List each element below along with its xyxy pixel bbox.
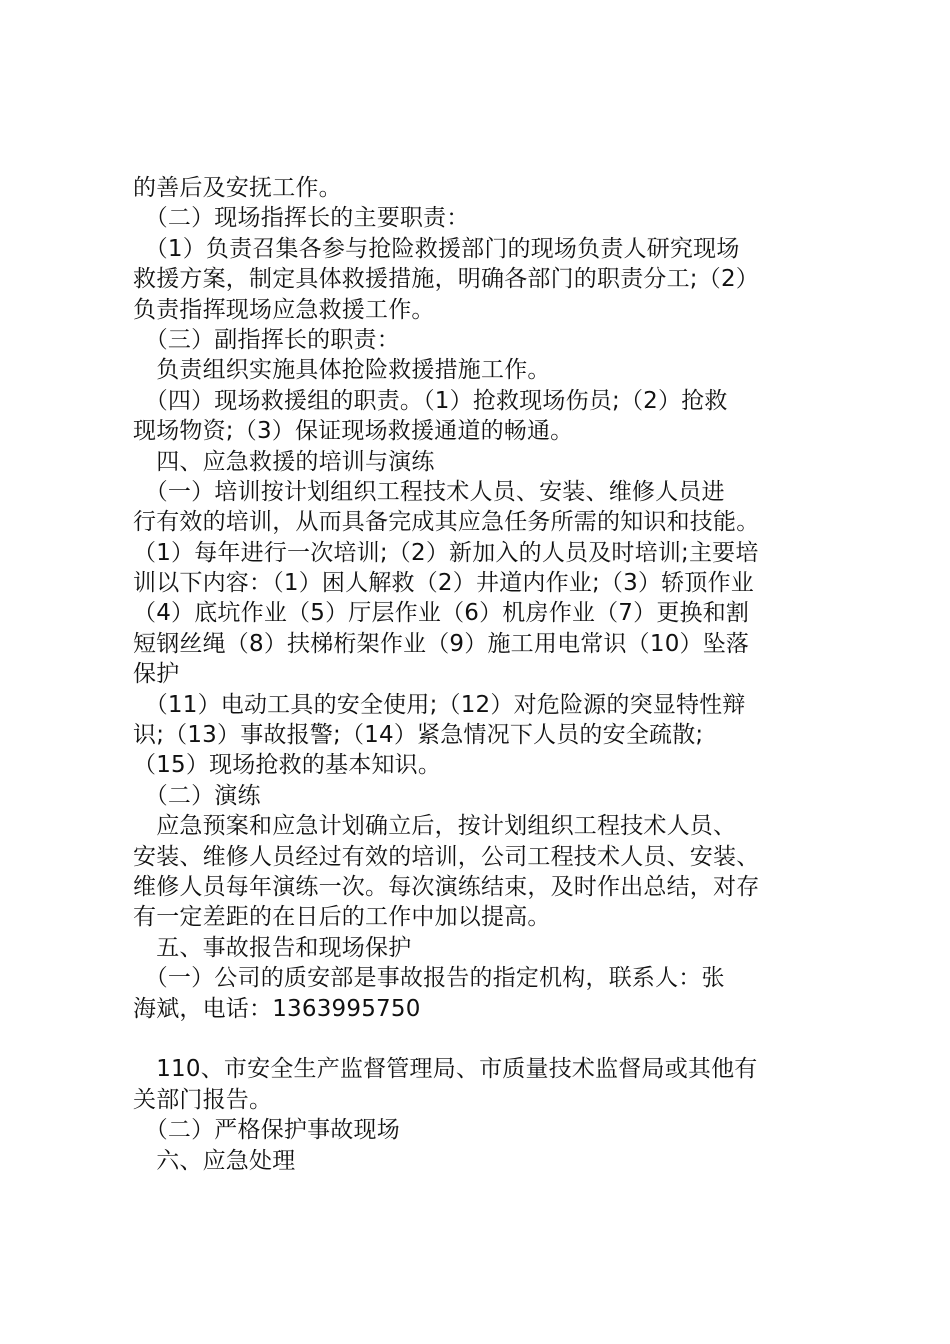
text-line: 行有效的培训，从而具备完成其应急任务所需的知识和技能。 <box>133 509 760 536</box>
section-heading: （二）演练 <box>133 782 261 809</box>
text-line: 有一定差距的在日后的工作中加以提高。 <box>133 904 551 931</box>
text-line: 救援方案，制定具体救援措施，明确各部门的职责分工;（2） <box>133 266 759 293</box>
section-heading: （二）严格保护事故现场 <box>133 1117 400 1144</box>
section-heading: 六、应急处理 <box>133 1147 296 1174</box>
text-line: 应急预案和应急计划确立后，按计划组织工程技术人员、 <box>133 813 737 840</box>
text-line: 识;（13）事故报警;（14）紧急情况下人员的安全疏散; <box>133 722 704 749</box>
text-line: 训以下内容：（1）困人解救（2）井道内作业;（3）轿顶作业 <box>133 570 754 597</box>
text-line: （15）现场抢救的基本知识。 <box>133 752 442 779</box>
text-line: 的善后及安抚工作。 <box>133 175 342 201</box>
text-line: 保护 <box>133 661 180 688</box>
section-heading: 五、事故报告和现场保护 <box>133 934 412 961</box>
text-line: （一）培训按计划组织工程技术人员、安装、维修人员进 <box>133 478 725 505</box>
text-line: 110、市安全生产监督管理局、市质量技术监督局或其他有 <box>133 1056 758 1083</box>
text-line: 现场物资;（3）保证现场救援通道的畅通。 <box>133 418 574 445</box>
text-line: （11）电动工具的安全使用;（12）对危险源的突显特性辩 <box>133 691 746 718</box>
text-line: （4）底坑作业（5）厅层作业（6）机房作业（7）更换和割 <box>133 600 750 627</box>
document-body <box>133 173 833 1176</box>
text-line: 安装、维修人员经过有效的培训，公司工程技术人员、安装、 <box>133 843 760 870</box>
section-heading: （三）副指挥长的职责： <box>133 326 400 353</box>
text-line: 负责组织实施具体抢险救援措施工作。 <box>133 357 551 384</box>
text-line: 海斌，电话：1363995750 <box>133 995 421 1022</box>
blank-line <box>133 1024 833 1054</box>
text-line: 维修人员每年演练一次。每次演练结束，及时作出总结，对存 <box>133 873 760 900</box>
text-line: （四）现场救援组的职责。（1）抢救现场伤员;（2）抢救 <box>133 387 728 414</box>
text-line: （一）公司的质安部是事故报告的指定机构，联系人：张 <box>133 965 725 992</box>
text-line: （1）负责召集各参与抢险救援部门的现场负责人研究现场 <box>133 235 740 262</box>
text-line: 关部门报告。 <box>133 1086 273 1113</box>
section-heading: 四、应急救援的培训与演练 <box>133 448 435 475</box>
text-line: （1）每年进行一次培训;（2）新加入的人员及时培训;主要培 <box>133 539 759 566</box>
section-heading: （二）现场指挥长的主要职责： <box>133 205 470 232</box>
text-line: 短钢丝绳（8）扶梯桁架作业（9）施工用电常识（10）坠落 <box>133 630 750 657</box>
text-line: 负责指挥现场应急救援工作。 <box>133 296 435 323</box>
